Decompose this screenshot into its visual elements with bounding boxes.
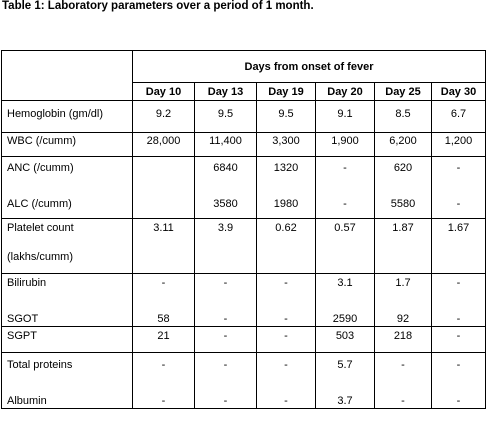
table-cell: 8.5 [375,101,432,133]
sgot-label: SGOT [7,313,39,325]
table-cell: 1.87 [375,219,432,274]
table-cell: 1.7 92 [375,274,432,327]
row-label: Platelet count (lakhs/cumm) [2,219,133,274]
row-label: Hemoglobin (gm/dl) [2,101,133,133]
table-row-platelet [2,219,486,274]
table-cell: - - [133,353,195,409]
header-blank-cell [2,51,133,101]
table-cell: - - [316,157,375,219]
table-cell: 28,000 [133,133,195,157]
table-cell: 9.2 [133,101,195,133]
day-header: Day 30 [432,83,486,101]
table-cell: 1320 1980 [257,157,316,219]
table-cell: 9.5 [195,101,257,133]
table-cell [133,157,195,219]
table-cell: 6.7 [432,101,486,133]
table-caption: Table 1: Laboratory parameters over a period of 1 month. [2,0,314,12]
table-cell: - [432,327,486,353]
table-cell: 6840 3580 [195,157,257,219]
table-row-anc-alc [2,157,486,219]
table-row-sgpt [2,327,486,353]
row-label: SGPT [2,327,133,353]
table-cell: - - [432,274,486,327]
row-label: WBC (/cumm) [2,133,133,157]
row-label [2,353,133,409]
total-proteins-label: Total proteins [7,359,73,371]
table-cell: 503 [316,327,375,353]
table-cell: - [257,327,316,353]
bilirubin-label: Bilirubin [7,277,47,289]
table-cell: - - [375,353,432,409]
table-cell: 1,200 [432,133,486,157]
table-cell: 21 [133,327,195,353]
day-header: Day 10 [133,83,195,101]
table-cell: 218 [375,327,432,353]
header-row-group [2,51,486,83]
table-cell: 3.1 2590 [316,274,375,327]
table-cell: - - [432,157,486,219]
table-cell: 3.9 [195,219,257,274]
table-cell: 620 5580 [375,157,432,219]
table-cell: 6,200 [375,133,432,157]
table-row-proteins-albumin [2,353,486,409]
table-cell: - - [195,274,257,327]
day-header: Day 13 [195,83,257,101]
row-label [2,274,133,327]
table-cell: 11,400 [195,133,257,157]
alc-label: ALC (/cumm) [7,198,72,210]
table-cell: 9.5 [257,101,316,133]
anc-label: ANC (/cumm) [7,162,74,174]
table-cell: - [195,327,257,353]
table-cell: - - [257,353,316,409]
table-cell: 3.11 [133,219,195,274]
table-row-bilirubin-sgot [2,274,486,327]
table-row-hemoglobin [2,101,486,133]
table-cell: - - [195,353,257,409]
table-cell: 5.7 3.7 [316,353,375,409]
table-cell: - - [432,353,486,409]
table-cell: 9.1 [316,101,375,133]
table-cell: - - [257,274,316,327]
table-cell: 0.62 [257,219,316,274]
albumin-label: Albumin [7,395,47,407]
lab-parameters-table [1,50,486,409]
table-cell: - 58 [133,274,195,327]
row-label [2,157,133,219]
table-cell: 0.57 [316,219,375,274]
days-from-onset-header: Days from onset of fever [133,51,486,83]
table-cell: 3,300 [257,133,316,157]
table-cell: 1,900 [316,133,375,157]
day-header: Day 25 [375,83,432,101]
day-header: Day 19 [257,83,316,101]
day-header: Day 20 [316,83,375,101]
table-row-wbc [2,133,486,157]
table-cell: 1.67 [432,219,486,274]
